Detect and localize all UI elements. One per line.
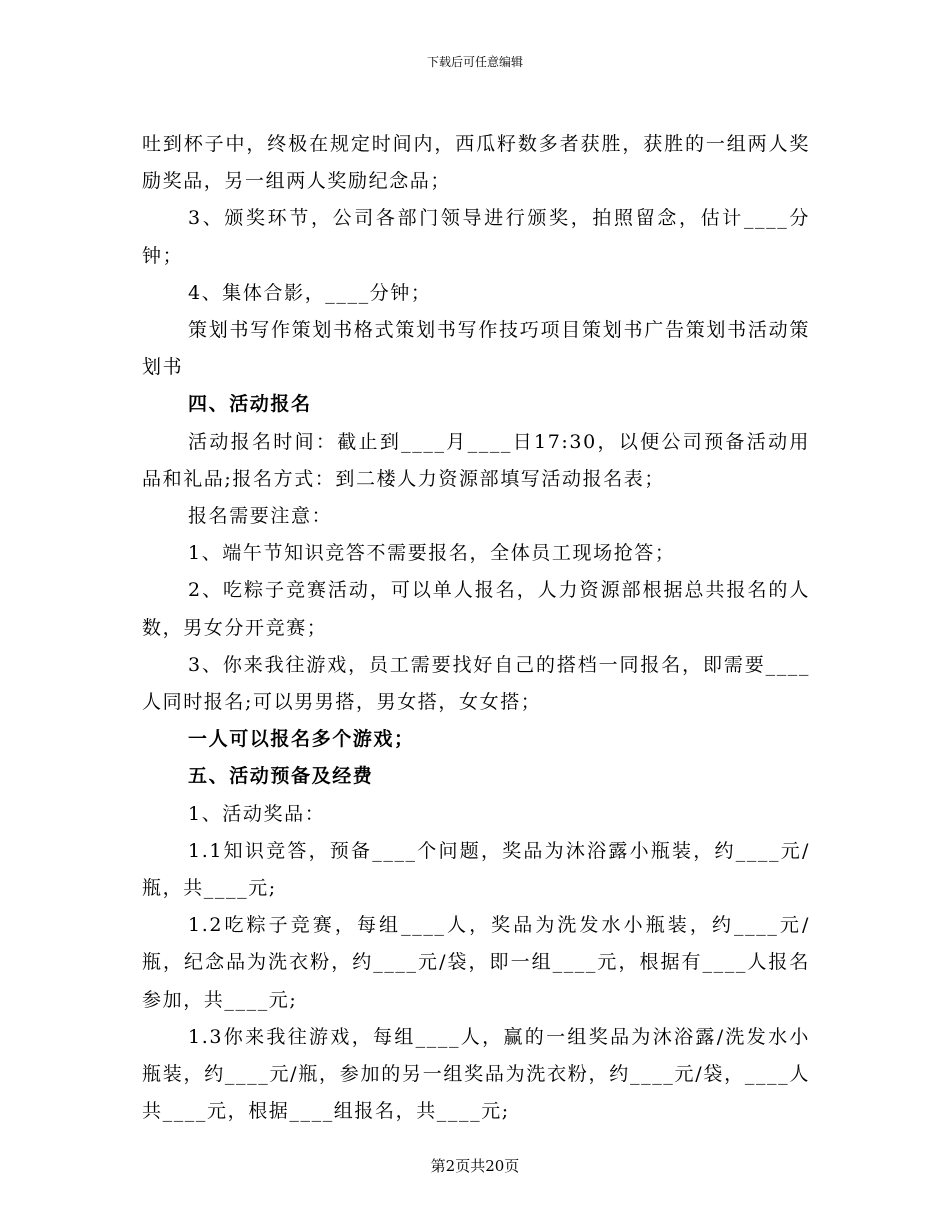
- paragraph-multiple-games: 一人可以报名多个游戏；: [188, 728, 415, 751]
- section-heading-registration: 四、活动报名: [188, 393, 312, 416]
- paragraph-registration-notes: 报名需要注意：: [188, 505, 333, 528]
- page-header: 下载后可任意编辑: [426, 55, 523, 69]
- paragraph-partner-game-registration: 3、你来我往游戏，员工需要找好自己的搭档一同报名，即需要____人同时报名;可以男男搭，男女搭，女女搭；: [142, 653, 810, 714]
- paragraph-registration-time: 活动报名时间：截止到____月____日17:30，以便公司预备活动用品和礼品;报名方式：到二楼人力资源部填写活动报名表；: [142, 430, 810, 490]
- paragraph-group-photo: 4、集体合影，____分钟；: [188, 281, 432, 304]
- section-heading-preparation-budget: 五、活动预备及经费: [188, 765, 374, 788]
- paragraph-game-rules-end: 吐到杯子中，终极在规定时间内，西瓜籽数多者获胜，获胜的一组两人奖励奖品，另一组两人奖励纪念品；: [142, 133, 810, 193]
- paragraph-partner-game-prizes: 1.3你来我往游戏，每组____人，赢的一组奖品为沐浴露/洗发水小瓶装，约____元/瓶，参加的另一组奖品为洗衣粉，约____元/袋，____人共____元，根据____组报名，共____元;: [142, 1025, 810, 1123]
- paragraph-prizes-heading: 1、活动奖品：: [188, 802, 326, 825]
- paragraph-award-ceremony: 3、颁奖环节，公司各部门领导进行颁奖，拍照留念，估计____分钟；: [142, 207, 810, 267]
- paragraph-keywords: 策划书写作策划书格式策划书写作技巧项目策划书广告策划书活动策划书: [142, 319, 810, 379]
- paragraph-zongzi-registration: 2、吃粽子竞赛活动，可以单人报名，人力资源部根据总共报名的人数，男女分开竞赛；: [142, 579, 810, 639]
- page-footer: 第2页共20页: [430, 1157, 520, 1175]
- paragraph-zongzi-prizes: 1.2吃粽子竞赛，每组____人，奖品为洗发水小瓶装，约____元/瓶，纪念品为洗衣粉，约____元/袋，即一组____元，根据有____人报名参加，共____元;: [142, 914, 810, 1011]
- paragraph-quiz-registration: 1、端午节知识竞答不需要报名，全体员工现场抢答；: [188, 542, 676, 565]
- document-body: [142, 126, 810, 1130]
- paragraph-quiz-prizes: 1.1知识竞答，预备____个问题，奖品为沐浴露小瓶装，约____元/瓶，共____元;: [142, 839, 810, 900]
